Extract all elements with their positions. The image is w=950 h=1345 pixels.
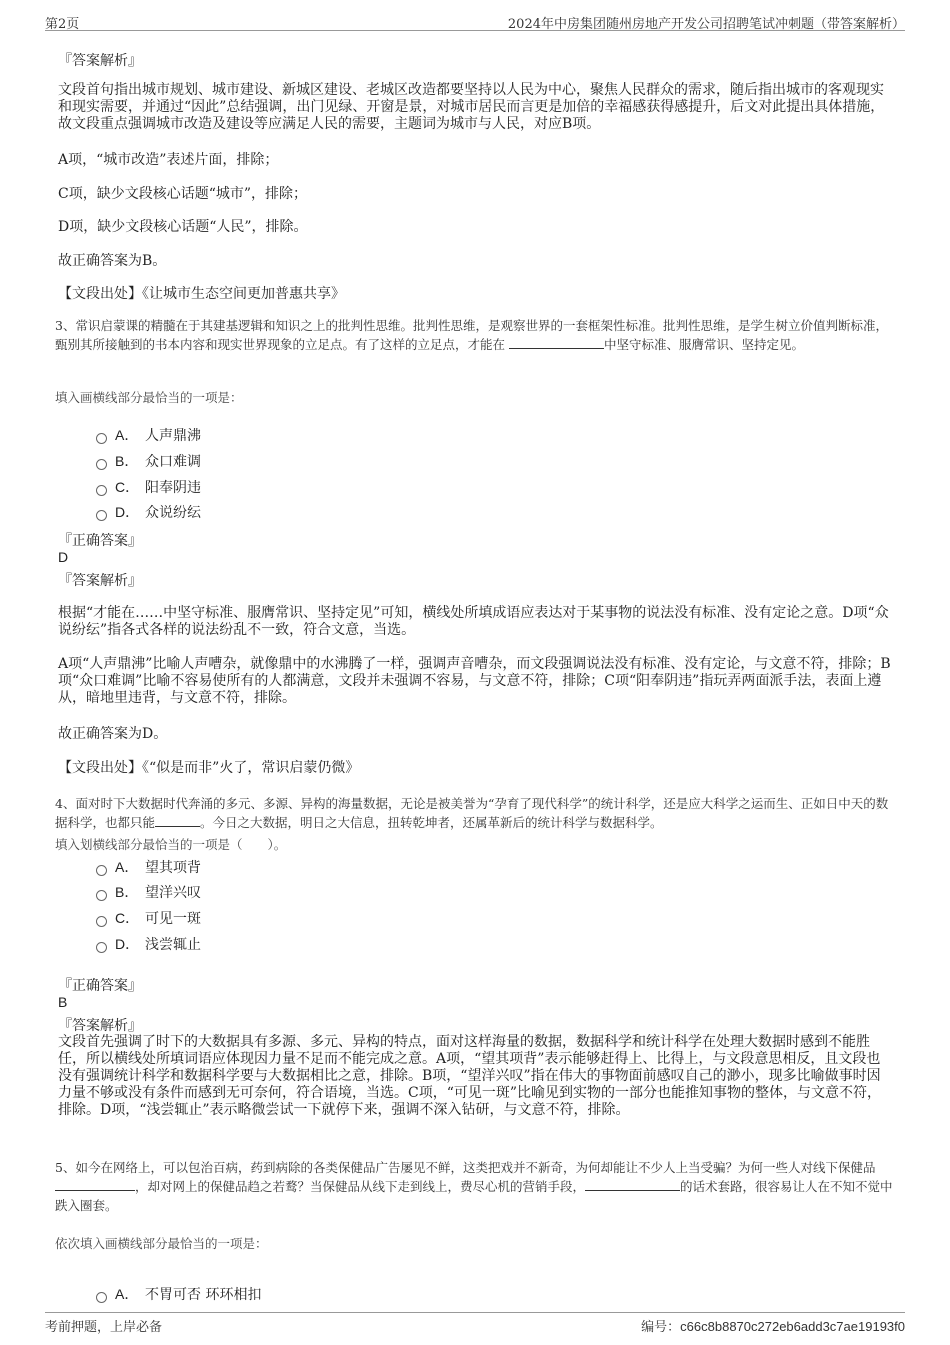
q4-stem: 4、面对时下大数据时代奔涌的多元、多源、异构的海量数据，无论是被美誉为“孕育了现代科学”的统计科学，还是应大科学之运而生、正如日中天的数据科学，也都只能 。今日之大数据，明日之大信息，扭转乾坤者，还属革新后的统计科学与数据科学。 [55, 796, 889, 830]
q4-answer: B [58, 994, 68, 1010]
radio-icon[interactable] [96, 1292, 107, 1303]
q3-conclusion: 故正确答案为D。 [58, 726, 168, 742]
page-footer [45, 1312, 905, 1335]
q3-option-b[interactable]: B． 众口难调 [96, 451, 201, 469]
q3-stem: 3、常识启蒙课的精髓在于其建基逻辑和知识之上的批判性思维。批判性思维，是观察世界的一套框架性标准。批判性思维，是学生树立价值判断标准，甄别其所接触到的书本内容和现实世界现象的立足点。有了这样的立足点，才能在 中坚守标准、服膺常识、坚持定见。 [55, 318, 888, 352]
radio-icon[interactable] [96, 916, 107, 927]
q4-option-d[interactable]: D． 浅尝辄止 [96, 934, 201, 952]
q3-option-a[interactable]: A． 人声鼎沸 [96, 425, 201, 443]
q2-analysis-d: D项，缺少文段核心话题“人民”，排除。 [58, 219, 308, 235]
footer-slogan: 考前押题，上岸必备 [45, 1320, 163, 1335]
q4-blank [155, 814, 200, 827]
radio-icon[interactable] [96, 485, 107, 496]
q4-analysis-label: 『答案解析』 [58, 1018, 142, 1034]
radio-icon[interactable] [96, 459, 107, 470]
radio-icon[interactable] [96, 433, 107, 444]
q5-stem: 5、如今在网络上，可以包治百病，药到病除的各类保健品广告屡见不鲜，这类把戏并不新奇，为何却能让不少人上当受骗？为何一些人对线下保健品 ，却对网上的保健品趋之若鹜？当保健品从线下走到线上，费尽心机的营销手段， 的话术套路，很容易让人在不知不觉中跌入圈套。 [55, 1160, 893, 1213]
document-title: 2024年中房集团随州房地产开发公司招聘笔试冲刺题（带答案解析） [507, 17, 905, 32]
q3-answer-label: 『正确答案』 [58, 533, 142, 549]
q3-source: 【文段出处】《“似是而非”火了，常识启蒙仍微》 [58, 760, 360, 776]
radio-icon[interactable] [96, 942, 107, 953]
q3-analysis-label: 『答案解析』 [58, 573, 142, 589]
q3-option-c[interactable]: C． 阳奉阴违 [96, 477, 201, 495]
document-code: 编号：c66c8b8870c272eb6add3c7ae19193f0 [641, 1319, 905, 1334]
q3-option-d[interactable]: D． 众说纷纭 [96, 502, 201, 520]
q2-conclusion: 故正确答案为B。 [58, 253, 167, 269]
q2-analysis-a: A项，“城市改造”表述片面，排除； [58, 152, 279, 168]
q2-analysis-label: 『答案解析』 [58, 53, 142, 69]
q5-option-a[interactable]: A． 不胃可否 环环相扣 [96, 1284, 261, 1302]
radio-icon[interactable] [96, 865, 107, 876]
q2-source: 【文段出处】《让城市生态空间更加普惠共享》 [58, 286, 345, 302]
q4-instruction: 填入划横线部分最恰当的一项是（ ）。 [55, 837, 287, 852]
q2-analysis-c: C项，缺少文段核心话题“城市”，排除； [58, 186, 308, 202]
q2-analysis-text: 文段首句指出城市规划、城市建设、新城区建设、老城区改造都要坚持以人民为中心，聚焦人民群众的需求，随后指出城市的客观现实和现实需要，并通过“因此”总结强调，出门见绿、开窗是景，对城市居民而言更是加倍的幸福感获得感提升，后文对此提出具体措施，故文段重点强调城市改造及建设等应满足人民的需要，主题词为城市与人民，对应B项。 [58, 82, 885, 132]
q5-instruction: 依次填入画横线部分最恰当的一项是： [55, 1236, 268, 1251]
q3-instruction: 填入画横线部分最恰当的一项是： [55, 390, 243, 405]
q4-option-b[interactable]: B． 望洋兴叹 [96, 882, 201, 900]
q4-analysis-text: 文段首先强调了时下的大数据具有多源、多元、异构的特点，面对这样海量的数据，数据科学和统计科学在处理大数据时感到不能胜任，所以横线处所填词语应体现因力量不足而不能完成之意。A项，“望其项背”表示能够赶得上、比得上，与文段意思相反，且文段也没有强调统计科学和数据科学要与大数据相比之意，排除。B项，“望洋兴叹”指在伟大的事物面前感叹自己的渺小，现多比喻做事时因力量不够或没有条件而感到无可奈何，符合语境，当选。C项，“可见一斑”比喻见到实物的一部分也能推知事物的整体，与文意不符，排除。D项，“浅尝辄止”表示略微尝试一下就停下来，强调不深入钻研，与文意不符，排除。 [58, 1034, 882, 1118]
q3-answer: D [58, 549, 69, 565]
q5-blank-1 [55, 1178, 135, 1191]
radio-icon[interactable] [96, 510, 107, 521]
radio-icon[interactable] [96, 890, 107, 901]
page-header [45, 8, 905, 31]
q3-analysis-main: 根据“才能在……中坚守标准、服膺常识、坚持定见”可知，横线处所填成语应表达对于某事物的说法没有标准、没有定论之意。D项“众说纷纭”指各式各样的说法纷乱不一致，符合文意，当选。 [58, 605, 889, 638]
q4-option-a[interactable]: A． 望其项背 [96, 857, 201, 875]
q3-analysis-options: A项“人声鼎沸”比喻人声嘈杂，就像鼎中的水沸腾了一样，强调声音嘈杂，而文段强调说法没有标准、没有定论，与文意不符，排除；B项“众口难调”比喻不容易使所有的人都满意，文段并未强调不容易，与文意不符，排除；C项“阳奉阴违”指玩弄两面派手法，表面上遵从，暗地里违背，与文意不符，排除。 [58, 656, 891, 706]
q5-blank-2 [585, 1178, 680, 1191]
q4-answer-label: 『正确答案』 [58, 978, 142, 994]
page-number: 第2页 [45, 17, 80, 32]
q3-blank [509, 336, 604, 349]
q4-option-c[interactable]: C． 可见一斑 [96, 908, 201, 926]
